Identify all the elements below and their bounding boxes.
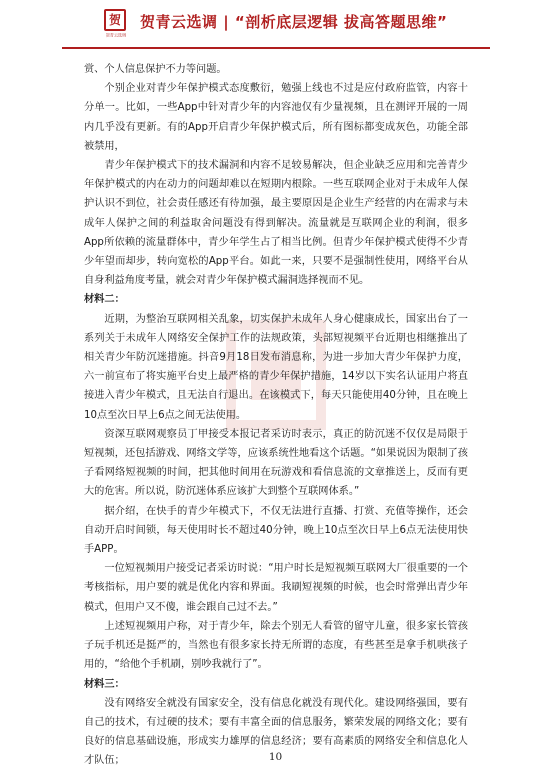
paragraph: 据介绍，在快手的青少年模式下，不仅无法进行直播、打赏、充值等操作，还会自动开启时间锁，每天使用时长不超过40分钟，晚上10点至次日早上6点无法使用快手APP。	[84, 505, 468, 556]
page-header	[0, 0, 551, 50]
paragraph: 没有网络安全就没有国家安全，没有信息化就没有现代化。建设网络强国，要有自己的技术，有过硬的技术；要有丰富全面的信息服务，繁荣发展的网络文化；要有良好的信息基础设施，形成实力雄厚的信息经济；要有高素质的网络安全和信息化人才队伍；	[84, 697, 468, 767]
section-heading: 材料三：	[84, 678, 125, 690]
paragraph: 资深互联网观察员丁甲接受本报记者采访时表示，真正的防沉迷不仅仅是局限于短视频，还包括游戏、网络文学等，应该系统性地看这个话题。“如果说因为限制了孩子看网络短视频的时间，把其他时间用在玩游戏和看信息流的文章推送上，反而有更大的危害。所以说，防沉迷体系应该扩大到整个互联网体系。”	[84, 428, 468, 498]
brand-title: 贺青云选调 | “剖析底层逻辑 拔高答题思维”	[140, 13, 448, 31]
paragraph: 近期，为整治互联网相关乱象，切实保护未成年人身心健康成长，国家出台了一系列关于未成年人网络安全保护工作的法规政策，头部短视频平台近期也相继推出了相关青少年防沉迷措施。抖音9月18日发布消息称，为进一步加大青少年保护力度，六一前宣布了将实施平台史上最严格的青少年保护措施，14岁以下实名认证用户将直接进入青少年模式，且无法自行退出。在该模式下，每天只能使用40分钟，且在晚上10点至次日早上6点之间无法使用。	[84, 313, 468, 421]
section-heading: 材料二：	[84, 294, 125, 306]
paragraph: 青少年保护模式下的技术漏洞和内容不足较易解决，但企业缺乏应用和完善青少年保护模式的内在动力的问题却难以在短期内根除。一些互联网企业对于未成年人保护认识不到位，社会责任感还有待加强，最主要原因是企业生产经营的内在需求与未成年人保护之间的利益取舍问题没有得到解决。流量就是互联网企业的利润，很多App所依赖的流量群体中，青少年学生占了相当比例。但青少年保护模式使得不少青少年望而却步，转向宽松的App平台。如此一来，只要不是强制性使用，网络平台从自身利益角度考量，就会对青少年保护模式漏洞选择视而不见。	[84, 160, 468, 287]
page-number: 10	[268, 751, 283, 763]
brand-logo	[100, 9, 132, 43]
paragraph: 个别企业对青少年保护模式态度敷衍，勉强上线也不过是应付政府监管，内容十分单一。比如，一些App中针对青少年的内容池仅有少量视频，且在测评开展的一周内几乎没有更新。有的App开启青少年保护模式后，所有图标都变成灰色，功能全部被禁用，	[84, 83, 468, 152]
logo-seal: 贺	[104, 9, 126, 31]
document-body	[84, 60, 468, 771]
paragraph: 一位短视频用户接受记者采访时说：“用户时长是短视频互联网大厂很重要的一个考核指标，用户要的就是优化内容和界面。我刷短视频的时候，也会时常弹出青少年模式，但用户又不傻，谁会跟自己过不去。”	[84, 563, 468, 613]
paragraph: 赏、个人信息保护不力等问题。	[84, 64, 227, 75]
paragraph: 上述短视频用户称，对于青少年，除去个别无人看管的留守儿童，很多家长管孩子玩手机还是挺严的，当然也有很多家长持无所谓的态度，有些甚至是拿手机哄孩子用的，“给他个手机刷，别吵我就行了”。	[84, 620, 468, 671]
header-divider	[62, 47, 490, 49]
logo-caption: 贺青云选调	[105, 33, 127, 39]
